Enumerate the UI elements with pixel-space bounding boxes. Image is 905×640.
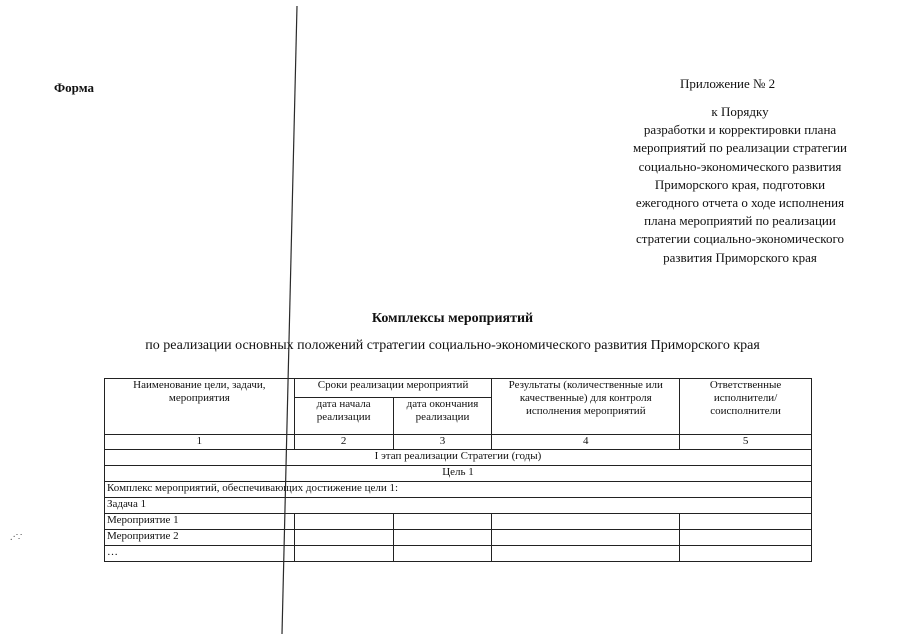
goal-row: Цель 1 (105, 466, 812, 482)
column-number: 2 (294, 435, 393, 450)
header-name: Наименование цели, задачи, мероприятия (105, 379, 295, 435)
column-number: 1 (105, 435, 295, 450)
appendix-line: разработки и корректировки плана (643, 122, 837, 138)
appendix-title: Приложение № 2 (680, 76, 776, 91)
document-title: Комплексы мероприятий (371, 311, 534, 326)
complex-row: Комплекс мероприятий, обеспечивающих достижение цели 1: (105, 482, 812, 498)
form-label: Форма (54, 80, 94, 95)
header-executors: Ответственные исполнители/ соисполнители (680, 379, 812, 435)
appendix-line: к Порядку (711, 104, 769, 119)
column-number: 3 (393, 435, 492, 450)
appendix-line: Приморского края, подготовки (654, 176, 826, 192)
header-results: Результаты (количественные или качественные) для контроля исполнения мероприятий (492, 379, 680, 435)
stage-row: I этап реализации Стратегии (годы) (105, 450, 812, 466)
task-row: Задача 1 (105, 498, 812, 514)
header-end-date: дата окончания реализации (393, 398, 492, 435)
appendix-line: стратегии социально-экономического (636, 231, 844, 247)
appendix-line: плана мероприятий по реализации (644, 213, 836, 229)
header-start-date: дата начала реализации (294, 398, 393, 435)
ellipsis-cell: … (105, 546, 295, 562)
document-subtitle: по реализации основных положений стратегии социально-экономического развития Приморского края (145, 338, 760, 353)
header-timing-group: Сроки реализации мероприятий (294, 379, 492, 398)
activity-cell: Мероприятие 2 (105, 530, 295, 546)
appendix-line: мероприятий по реализации стратегии (633, 140, 847, 156)
activity-cell: Мероприятие 1 (105, 514, 295, 530)
scan-speck: .·∵ (10, 532, 23, 543)
column-number: 5 (680, 435, 812, 450)
appendix-line: ежегодного отчета о ходе исполнения (635, 195, 845, 211)
appendix-line: развития Приморского края (663, 249, 817, 265)
column-number: 4 (492, 435, 680, 450)
appendix-line: социально-экономического развития (638, 158, 842, 174)
